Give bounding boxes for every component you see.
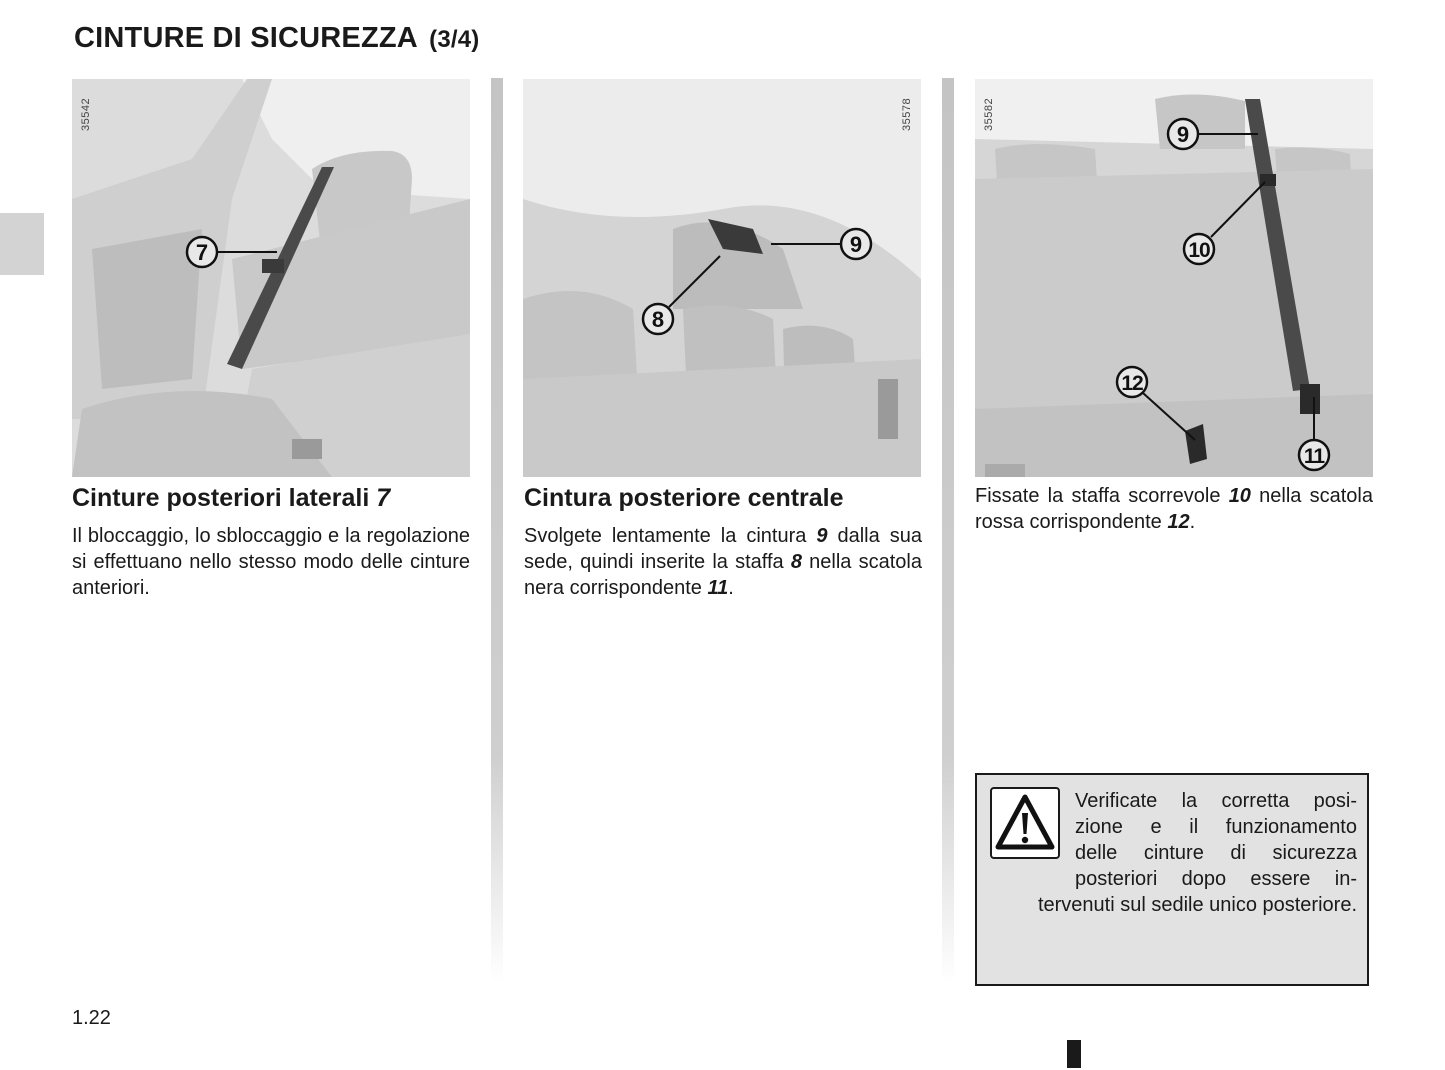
callout-11-label: 11 xyxy=(1303,445,1325,468)
callouts-photo-1 xyxy=(72,79,470,477)
warning-triangle-icon xyxy=(990,787,1060,859)
callouts-photo-3 xyxy=(975,79,1373,477)
end-of-section-mark xyxy=(1067,1040,1081,1068)
callout-10-label: 10 xyxy=(1188,239,1210,262)
page-title-text: CINTURE DI SICUREZZA xyxy=(74,22,417,54)
warning-text-lines: Verificate la corretta posi- zione e il funzionamento delle cinture di sicurezza posteriori dopo essere in- xyxy=(1075,790,1357,890)
body-rear-bench-belt: Fissate la staffa scorrevole 10 nella scatola rossa corrispondente 12. xyxy=(975,485,1373,533)
photo-code: 35582 xyxy=(983,97,995,131)
section-tab xyxy=(0,213,44,275)
photo-code: 35542 xyxy=(80,97,92,131)
warning-box xyxy=(975,773,1369,986)
heading-rear-center-belt: Cintura posteriore centrale xyxy=(524,484,844,512)
heading-rear-side-belts xyxy=(72,484,390,513)
page-title-part: (3/4) xyxy=(429,26,480,53)
page-title xyxy=(74,22,480,55)
column-divider xyxy=(942,78,954,983)
callout-9-label: 9 xyxy=(1176,122,1190,147)
callout-8-label: 8 xyxy=(651,307,665,332)
photo-code: 35578 xyxy=(901,97,913,131)
callout-12-label: 12 xyxy=(1121,372,1143,395)
heading-text: Cinture posteriori laterali xyxy=(72,484,377,512)
body-rear-center-belt: Svolgete lentamente la cintura 9 dalla sua sede, quindi inserite la staffa 8 nella scatola nera corrispondente 11. xyxy=(524,525,922,599)
callout-9-label: 9 xyxy=(849,232,863,257)
callout-7-label: 7 xyxy=(195,240,209,265)
column-divider xyxy=(491,78,503,983)
page-number: 1.22 xyxy=(72,1007,111,1029)
warning-text-last: tervenuti sul sedile unico posteriore. xyxy=(1037,894,1357,916)
callouts-photo-2 xyxy=(523,79,921,477)
body-rear-side-belts: Il bloccaggio, lo sbloccaggio e la regolazione si effettuano nello stesso modo delle cinture anteriori. xyxy=(72,525,470,599)
heading-ref: 7 xyxy=(376,484,391,512)
